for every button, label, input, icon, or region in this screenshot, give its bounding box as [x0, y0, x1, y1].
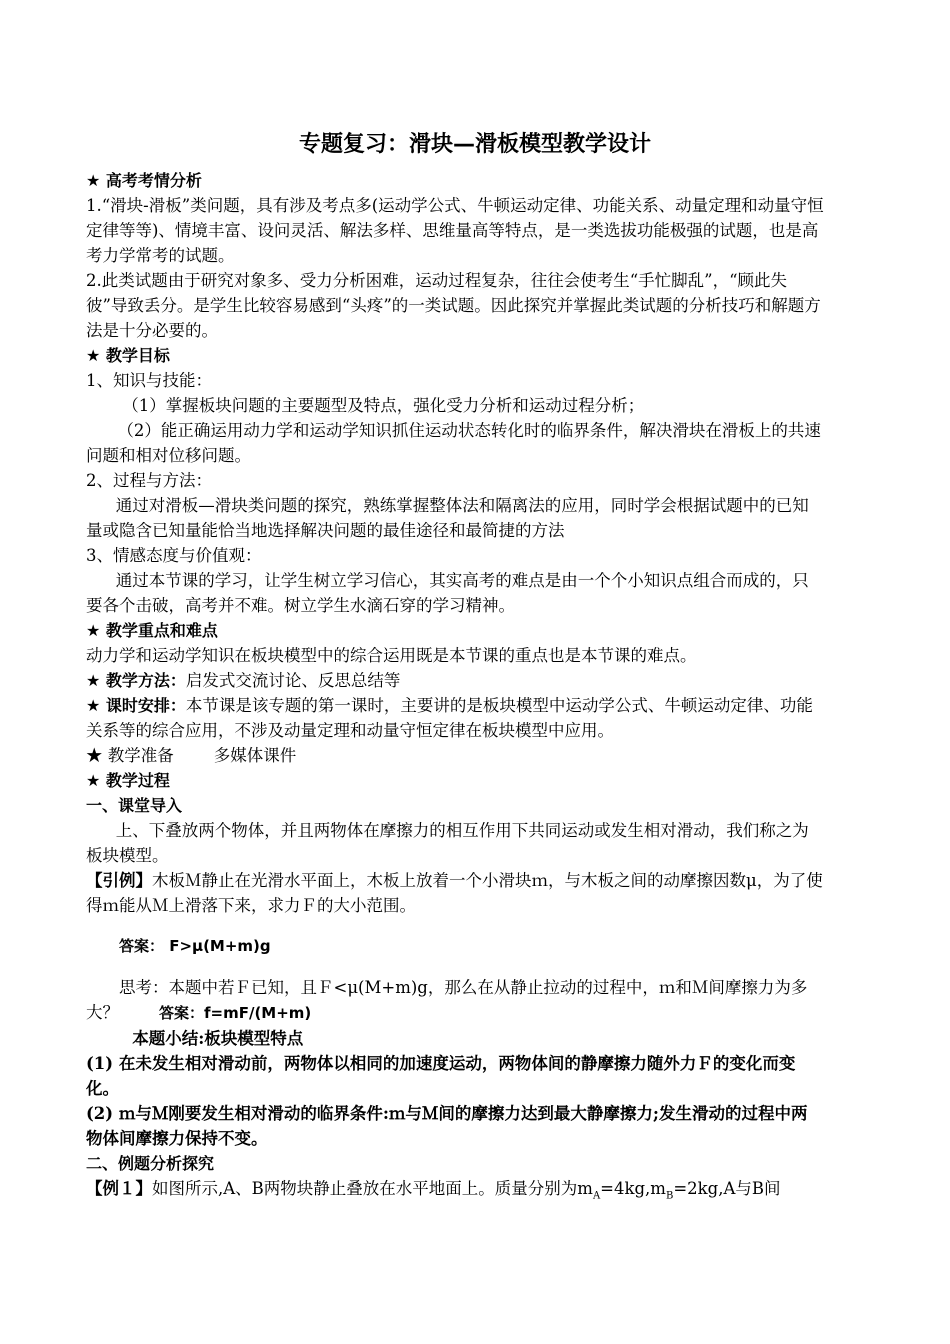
schedule-line	[86, 693, 824, 743]
goal-method-text: 通过对滑板—滑块类问题的探究，熟练掌握整体法和隔离法的应用，同时学会根据试题中的已知量或隐含已知量能恰当地选择解决问题的最佳途径和最简捷的方法	[86, 496, 809, 540]
paragraph-exam-analysis-1: 1.“滑块-滑板”类问题，具有涉及考点多(运动学公式、牛顿运动定律、功能关系、动量定理和动量守恒定律等等)、情境丰富、设问灵活、解法多样、思维量高等特点，是一类选拔功能极强的试题，也是高考力学常考的试题。	[86, 196, 824, 265]
section-heading-teaching-process: ★ 教学过程	[86, 771, 170, 790]
summary-point-2: (2) ｍ与Ｍ刚要发生相对滑动的临界条件:ｍ与Ｍ间的摩擦力达到最大静摩擦力;发生滑动的过程中两物体间摩擦力保持不变。	[86, 1104, 808, 1148]
answer-2: 答案：f=mF/(M+m)	[159, 1004, 312, 1022]
example-0	[86, 868, 824, 918]
goal-knowledge-title: 1、知识与技能：	[86, 371, 212, 390]
think-text: 思考：本题中若Ｆ已知，且Ｆ<μ(M+m)g，那么在从静止拉动的过程中，ｍ和Ｍ间摩擦力为多大？	[86, 978, 808, 1022]
example-1-sub-a: A	[592, 1190, 601, 1202]
goal-emotion-text: 通过本节课的学习，让学生树立学习信心，其实高考的难点是由一个个小知识点组合而成的，只要各个击破，高考并不难。树立学生水滴石穿的学习精神。	[86, 571, 809, 615]
goal-knowledge-item-2: （2）能正确运用动力学和运动学知识抓住运动状态转化时的临界条件，解决滑块在滑板上的共速问题和相对位移问题。	[86, 421, 821, 465]
part-heading-intro: 一、课堂导入	[86, 796, 183, 815]
section-heading-key-points: ★ 教学重点和难点	[86, 621, 218, 640]
example-1-text-a: 如图所示,A、B两物块静止叠放在水平地面上。质量分别为m	[152, 1179, 593, 1198]
section-heading-exam-analysis: ★ 高考考情分析	[86, 171, 202, 190]
paragraph-exam-analysis-2: 2.此类试题由于研究对象多、受力分析困难，运动过程复杂，往往会使考生“手忙脚乱”，“顾此失彼”导致丢分。是学生比较容易感到“头疼”的一类试题。因此探究并掌握此类试题的分析技巧和解题方法是十分必要的。	[86, 271, 821, 340]
preparation-line	[86, 743, 824, 768]
paragraph-intro: 上、下叠放两个物体，并且两物体在摩擦力的相互作用下共同运动或发生相对滑动，我们称之为板块模型。	[86, 821, 809, 865]
example-1-label: 【例１】	[86, 1179, 152, 1198]
section-heading-preparation: ★ 教学准备	[86, 746, 174, 765]
example-1-text-b: =4kg,m	[600, 1179, 666, 1198]
part-heading-examples: 二、例题分析探究	[86, 1154, 215, 1173]
section-heading-schedule: ★ 课时安排：	[86, 696, 186, 715]
document-title: 专题复习：滑块—滑板模型教学设计	[298, 132, 651, 157]
teaching-method-text: 启发式交流讨论、反思总结等	[185, 671, 401, 690]
answer-1: 答案： F>μ(M+m)g	[119, 937, 271, 955]
section-heading-teaching-goals: ★ 教学目标	[86, 346, 170, 365]
example-1	[86, 1176, 824, 1208]
preparation-text: 多媒体课件	[213, 746, 297, 765]
goal-method-title: 2、过程与方法：	[86, 471, 212, 490]
example-0-text: 木板Ｍ静止在光滑水平面上，木板上放着一个小滑块ｍ，与木板之间的动摩擦因数μ，为了使得ｍ能从Ｍ上滑落下来，求力Ｆ的大小范围。	[86, 871, 823, 915]
goal-knowledge-item-1: （1）掌握板块问题的主要题型及特点，强化受力分析和运动过程分析；	[122, 396, 645, 415]
example-1-sub-b: B	[665, 1190, 674, 1202]
schedule-text: 本节课是该专题的第一课时，主要讲的是板块模型中运动学公式、牛顿运动定律、功能关系等的综合应用，不涉及动量定理和动量守恒定律在板块模型中应用。	[86, 696, 813, 740]
think-paragraph	[86, 975, 824, 1026]
goal-emotion-title: 3、情感态度与价值观：	[86, 546, 262, 565]
summary-title: 本题小结:板块模型特点	[132, 1029, 304, 1048]
summary-point-1: (1) 在未发生相对滑动前，两物体以相同的加速度运动，两物体间的静摩擦力随外力Ｆ的变化而变化。	[86, 1054, 796, 1098]
teaching-method-line	[86, 668, 824, 693]
section-heading-teaching-method: ★ 教学方法：	[86, 671, 186, 690]
example-1-text-c: =2kg,A与B间	[673, 1179, 781, 1198]
example-0-label: 【引例】	[86, 871, 152, 890]
paragraph-key-points: 动力学和运动学知识在板块模型中的综合运用既是本节课的重点也是本节课的难点。	[86, 646, 697, 665]
